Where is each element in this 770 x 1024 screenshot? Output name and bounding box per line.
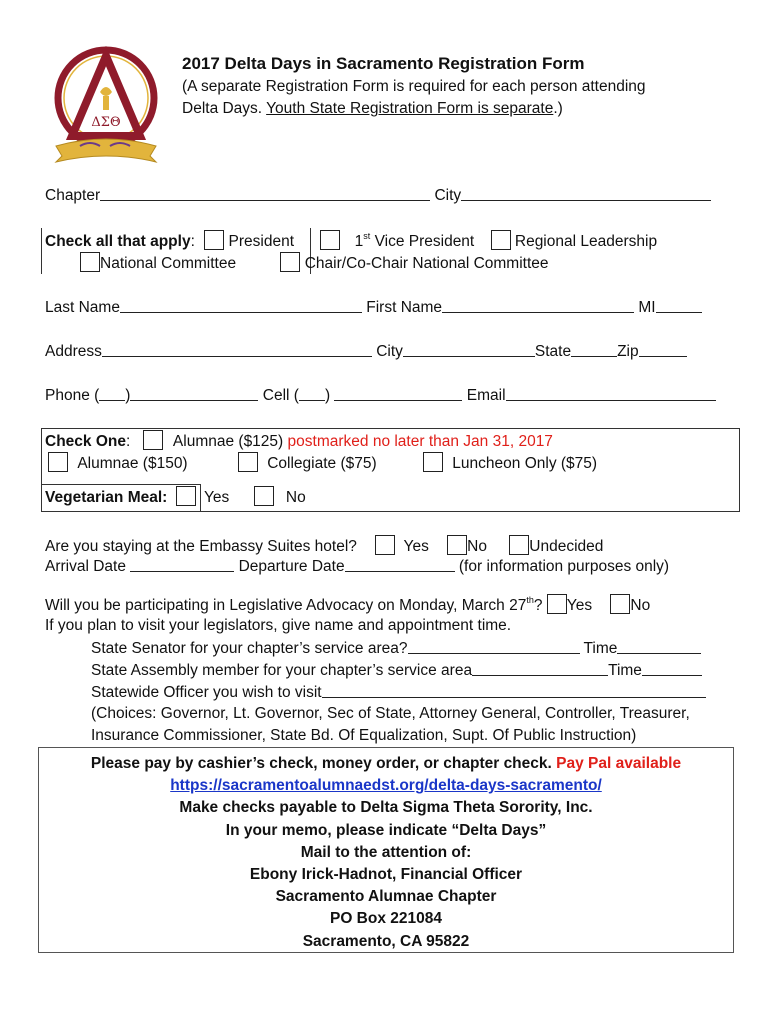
check-one-row1: Check One: Alumnae ($125) postmarked no later than Jan 31, 2017 [45, 430, 553, 451]
address-row: Address City State Zip [45, 342, 687, 361]
cell-area-field[interactable] [299, 386, 325, 401]
divider [41, 484, 201, 485]
assembly-time-field[interactable] [642, 661, 702, 676]
state-field[interactable] [571, 342, 617, 357]
alumnae-125-checkbox[interactable] [143, 430, 163, 450]
hotel-no-checkbox[interactable] [447, 535, 467, 555]
statewide-officer-field[interactable] [322, 683, 706, 698]
advocacy-no-checkbox[interactable] [610, 594, 630, 614]
mail-name: Ebony Irick-Hadnot, Financial Officer [249, 865, 523, 883]
senator-field[interactable] [408, 639, 580, 654]
address-field[interactable] [102, 342, 372, 357]
page-title: 2017 Delta Days in Sacramento Registration Form [182, 54, 585, 73]
mail-chapter: Sacramento Alumnae Chapter [275, 888, 497, 906]
advocacy-yes-checkbox[interactable] [547, 594, 567, 614]
name-row: Last Name First Name MI [45, 298, 702, 317]
zip-field[interactable] [639, 342, 687, 357]
assembly-field[interactable] [472, 661, 608, 676]
choices-line1: (Choices: Governor, Lt. Governor, Sec of State, Attorney General, Controller, Treasurer, [91, 705, 690, 722]
chair-checkbox[interactable] [280, 252, 300, 272]
mail-city: Sacramento, CA 95822 [302, 932, 470, 950]
youth-form-note: Youth State Registration Form is separate [266, 100, 554, 117]
regional-leadership-checkbox[interactable] [491, 230, 511, 250]
phone-row: Phone ( ) Cell ( ) Email [45, 386, 716, 405]
president-checkbox[interactable] [204, 230, 224, 250]
mail-attention: Mail to the attention of: [300, 843, 472, 861]
dates-row: Arrival Date Departure Date (for information purposes only) [45, 558, 670, 575]
delta-crest-icon [50, 46, 162, 166]
chapter-row: Chapter City [45, 186, 711, 205]
phone-area-field[interactable] [99, 386, 125, 401]
payable-to: Make checks payable to Delta Sigma Theta Sorority, Inc. [179, 799, 593, 817]
mail-po-box: PO Box 221084 [329, 910, 442, 928]
cell-field[interactable] [334, 386, 462, 401]
senator-time-field[interactable] [617, 639, 701, 654]
advocacy-row: Will you be participating in Legislative Advocacy on Monday, March 27th? Yes No [45, 595, 651, 614]
city-field[interactable] [461, 186, 711, 201]
memo-note: In your memo, please indicate “Delta Days” [225, 821, 547, 839]
first-name-field[interactable] [442, 298, 634, 313]
advocacy-instructions: If you plan to visit your legislators, give name and appointment time. [45, 617, 512, 634]
chapter-field[interactable] [100, 186, 430, 201]
national-committee-checkbox[interactable] [80, 252, 100, 272]
payment-methods: Please pay by cashier’s check, money order, or chapter check. Pay Pal available [90, 755, 682, 772]
address-city-field[interactable] [403, 342, 535, 357]
hotel-yes-checkbox[interactable] [375, 535, 395, 555]
hotel-undecided-checkbox[interactable] [509, 535, 529, 555]
paypal-link[interactable]: https://sacramentoalumnaedst.org/delta-days-sacramento/ [170, 777, 602, 795]
vegetarian-row: Vegetarian Meal: Yes No [45, 486, 306, 507]
alumnae-150-checkbox[interactable] [48, 452, 68, 472]
assembly-row: State Assembly member for your chapter’s service area Time [91, 661, 702, 680]
check-one-row2: Alumnae ($150) Collegiate ($75) Luncheon Only ($75) [48, 452, 597, 473]
check-all-row2: National Committee Chair/Co-Chair National Committee [80, 252, 549, 273]
departure-date-field[interactable] [345, 557, 455, 572]
check-all-row1: Check all that apply: President 1st Vice President Regional Leadership [45, 231, 658, 250]
arrival-date-field[interactable] [130, 557, 234, 572]
payment-box [38, 747, 734, 953]
header-note-line2: Delta Days. Youth State Registration Form is separate.) [182, 100, 563, 117]
collegiate-checkbox[interactable] [238, 452, 258, 472]
email-field[interactable] [506, 386, 716, 401]
postmark-note: postmarked no later than Jan 31, 2017 [287, 433, 553, 450]
hotel-row: Are you staying at the Embassy Suites hotel? Yes No Undecided [45, 535, 603, 556]
statewide-row: Statewide Officer you wish to visit [91, 683, 706, 702]
paypal-note: Pay Pal available [556, 755, 682, 772]
choices-line2: Insurance Commissioner, State Bd. Of Equalization, Supt. Of Public Instruction) [91, 727, 637, 744]
veg-no-checkbox[interactable] [254, 486, 274, 506]
mi-field[interactable] [656, 298, 702, 313]
luncheon-checkbox[interactable] [423, 452, 443, 472]
chapter-logo [50, 46, 162, 166]
last-name-field[interactable] [120, 298, 362, 313]
phone-field[interactable] [130, 386, 258, 401]
senator-row: State Senator for your chapter’s service area? Time [91, 639, 701, 658]
vice-president-checkbox[interactable] [320, 230, 340, 250]
veg-yes-checkbox[interactable] [176, 486, 196, 506]
svg-text:ΔΣΘ: ΔΣΘ [91, 115, 121, 130]
header-note-line1: (A separate Registration Form is required for each person attending [182, 78, 646, 95]
